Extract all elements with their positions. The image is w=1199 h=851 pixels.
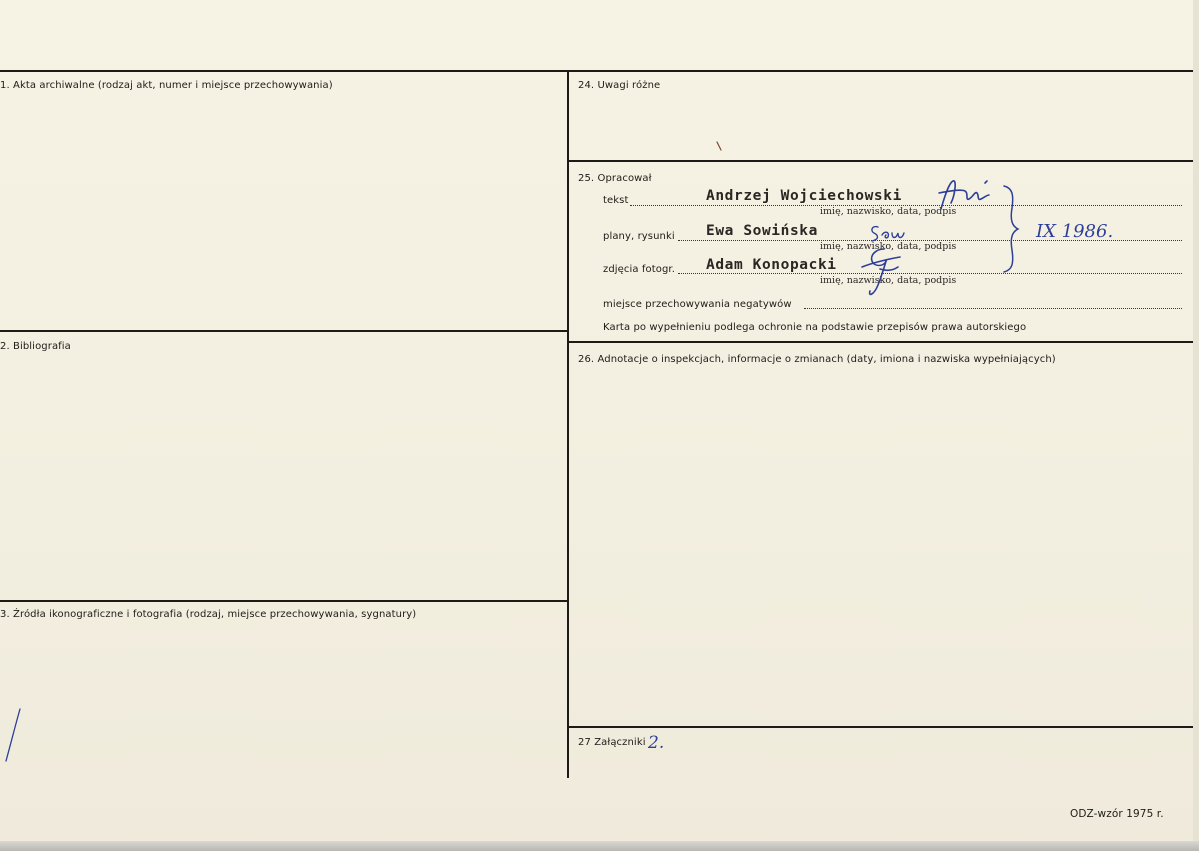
section-23-label: 3. Źródła ikonograficzne i fotografia (rodzaj, miejsce przechowywania, sygnatury): [0, 609, 417, 620]
plany-caption: imię, nazwisko, data, podpis: [820, 241, 957, 252]
center-vertical-rule: [567, 70, 569, 778]
rule-after-opracowal: [568, 341, 1193, 343]
signature-tekst: [935, 175, 995, 215]
section-21-label: 1. Akta archiwalne (rodzaj akt, numer i miejsce przechowywania): [0, 80, 333, 91]
form-footer: ODZ-wzór 1975 r.: [1070, 808, 1164, 820]
pen-tick: [715, 140, 725, 152]
scan-right-edge: [1193, 0, 1199, 851]
rule-after-bibliografia: [0, 600, 568, 602]
plany-typed-name: Ewa Sowińska: [706, 223, 818, 239]
section-22-label: 2. Bibliografia: [0, 341, 71, 352]
signature-zdjecia: [858, 245, 902, 301]
handwritten-date: IX 1986.: [1036, 221, 1114, 242]
curly-brace: [1000, 184, 1022, 274]
tekst-caption: imię, nazwisko, data, podpis: [820, 206, 957, 217]
rule-before-zalaczniki: [568, 726, 1193, 728]
zdjecia-typed-name: Adam Konopacki: [706, 257, 837, 273]
section-27-label: 27 Załączniki: [578, 737, 646, 748]
copyright-notice: Karta po wypełnieniu podlega ochronie na podstawie przepisów prawa autorskiego: [603, 322, 1027, 333]
zalaczniki-count: 2.: [648, 733, 665, 753]
negatywy-dotted-line: [804, 308, 1182, 309]
tekst-label: tekst: [603, 195, 629, 206]
section-24-label: 24. Uwagi różne: [578, 80, 661, 91]
rule-after-uwagi: [568, 160, 1193, 162]
section-25-label: 25. Opracował: [578, 173, 652, 184]
zdjecia-label: zdjęcia fotogr.: [603, 264, 676, 275]
tekst-typed-name: Andrzej Wojciechowski: [706, 188, 902, 204]
zdjecia-dotted-line: [678, 273, 1182, 274]
zdjecia-caption: imię, nazwisko, data, podpis: [820, 275, 957, 286]
section-26-label: 26. Adnotacje o inspekcjach, informacje o zmianach (daty, imiona i nazwiska wypełniających): [578, 354, 1056, 365]
scan-bottom-edge: [0, 841, 1199, 851]
negatywy-label: miejsce przechowywania negatywów: [603, 299, 792, 310]
top-rule: [0, 70, 1193, 72]
plany-label: plany, rysunki: [603, 231, 675, 242]
rule-after-bibliografia-top: [0, 330, 568, 332]
signature-plany: [868, 223, 908, 245]
pen-mark: [2, 705, 22, 765]
